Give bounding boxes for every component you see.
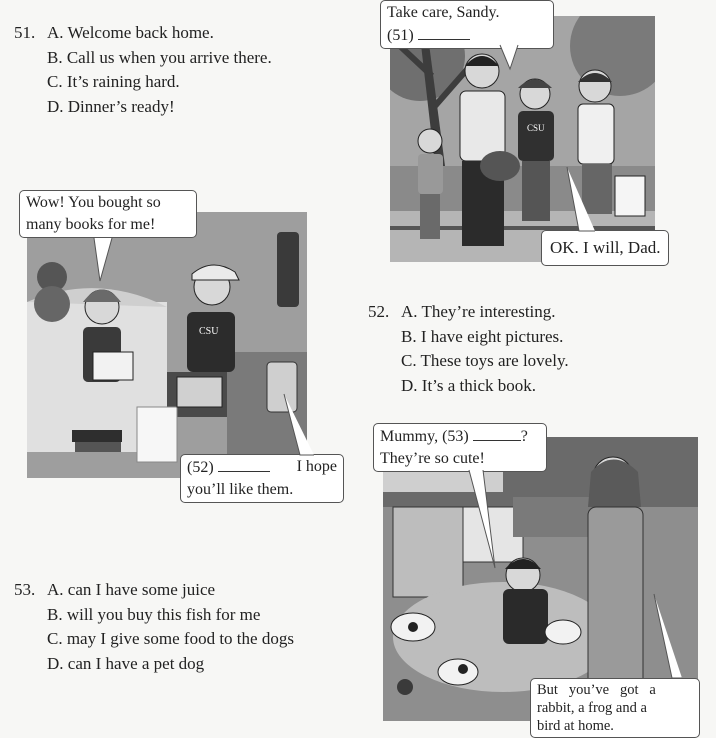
- question-52: [368, 300, 569, 398]
- bubble-text: Take care, Sandy.: [387, 4, 500, 21]
- option-b: B. Call us when you arrive there.: [47, 47, 272, 67]
- bubble-text: you’ll like them.: [187, 481, 294, 498]
- illustration-books: [27, 212, 307, 478]
- bubble-text: OK. I will, Dad.: [550, 238, 661, 257]
- bubble-text: Mummy, (53) ?: [380, 425, 540, 448]
- option-text: A. They’re interesting.: [401, 302, 556, 321]
- question-number: 53.: [14, 580, 36, 599]
- bubble-text: (51): [387, 24, 547, 47]
- question-53: [14, 578, 294, 676]
- speech-bubble-boy: [180, 454, 344, 503]
- question-number: 51.: [14, 23, 36, 42]
- bubble-text: rabbit, a frog and a: [537, 700, 647, 716]
- option-c: C. may I give some food to the dogs: [47, 629, 294, 648]
- option-b: B. will you buy this fish for me: [47, 604, 261, 624]
- option-d: D. can I have a pet dog: [47, 653, 205, 673]
- bubble-text: bird at home.: [537, 718, 614, 734]
- option-c: C. These toys are lovely.: [401, 351, 569, 370]
- answer-blank-53: [473, 425, 521, 441]
- option-a: [368, 300, 569, 325]
- farewell-scene-image: [390, 16, 655, 262]
- illustration-farewell: [390, 16, 655, 262]
- bubble-text: (52) I hope: [187, 458, 337, 476]
- shirt-text: CSU: [199, 326, 219, 337]
- option-text: A. can I have some juice: [47, 580, 216, 599]
- bubble-text: Wow! You bought so: [26, 194, 161, 211]
- option-c: C. It’s raining hard.: [47, 72, 180, 91]
- speech-bubble-mother: [530, 678, 700, 738]
- bubble-text: They’re so cute!: [380, 450, 485, 467]
- speech-bubble-girl: [19, 190, 197, 238]
- option-text: A. Welcome back home.: [47, 23, 214, 42]
- shirt-text: CSU: [527, 123, 545, 133]
- books-scene-image: [27, 212, 307, 478]
- option-b: B. I have eight pictures.: [401, 326, 564, 346]
- question-number: 52.: [368, 302, 390, 321]
- option-d: D. Dinner’s ready!: [47, 96, 175, 116]
- speech-bubble-boy-petshop: [373, 423, 547, 472]
- option-a: [14, 578, 294, 603]
- bubble-text: many books for me!: [26, 216, 156, 233]
- option-a: [14, 21, 272, 46]
- speech-bubble-dad: [380, 0, 554, 49]
- option-d: D. It’s a thick book.: [401, 375, 537, 395]
- answer-blank-52: [218, 456, 270, 472]
- answer-blank-51: [418, 24, 470, 40]
- speech-bubble-sandy: [541, 230, 669, 266]
- bubble-text: But you’ve got a: [537, 682, 656, 698]
- question-51: [14, 21, 272, 119]
